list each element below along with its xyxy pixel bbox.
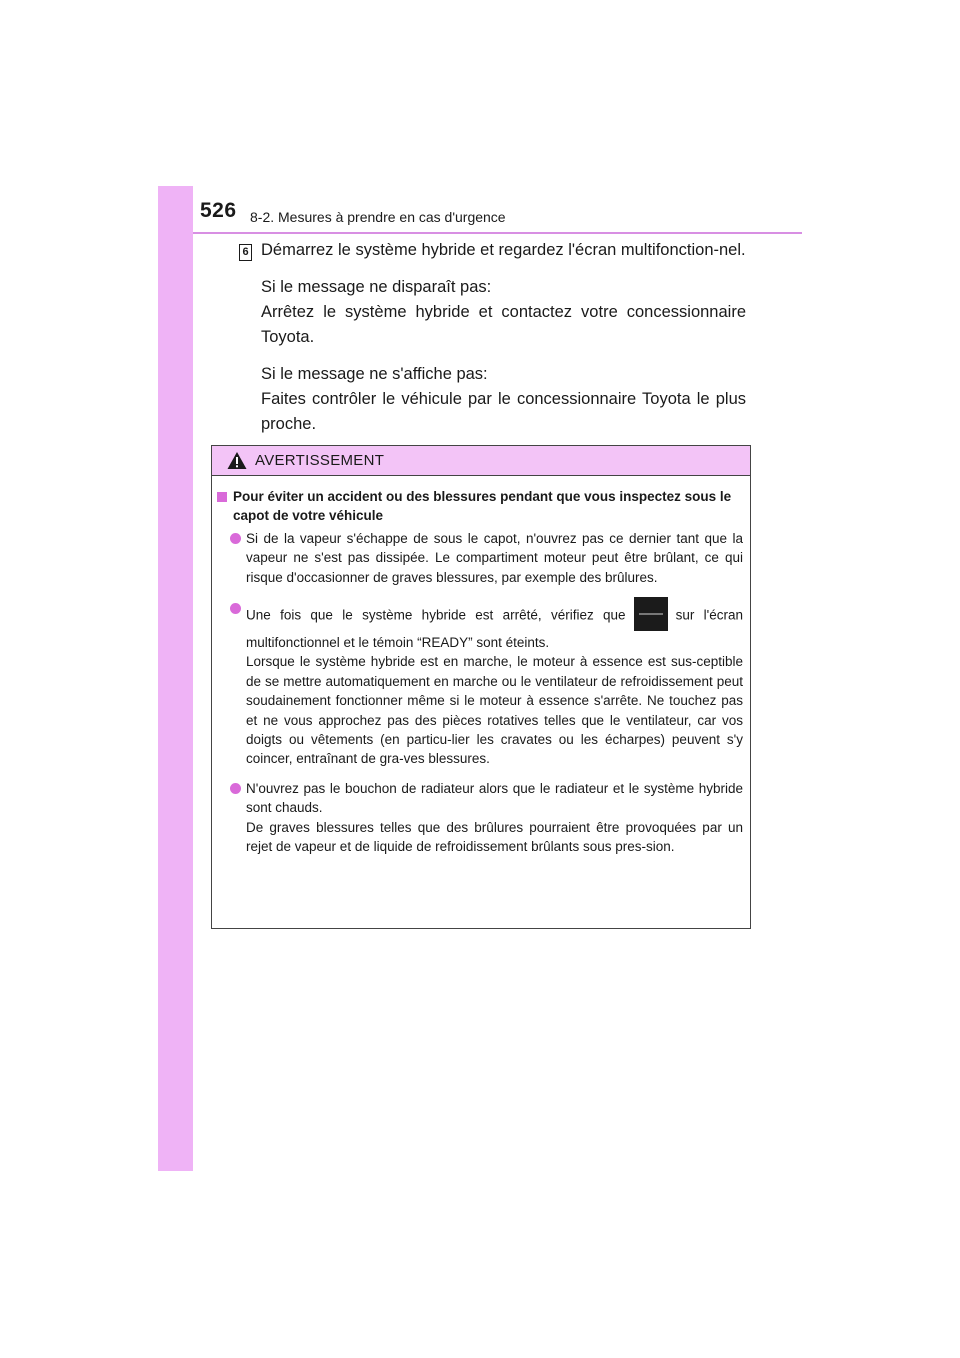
chapter-sidebar-tab <box>158 186 193 1171</box>
warning-heading-text: Pour éviter un accident ou des blessures pendant que vous inspectez sous le capot de votre véhicule <box>233 489 732 524</box>
step-content <box>261 238 746 437</box>
step-condition-2: Si le message ne s'affiche pas: <box>261 365 488 383</box>
header-rule <box>193 232 802 234</box>
step-instruction: Démarrez le système hybride et regardez l'écran multifonction-nel. <box>261 241 746 259</box>
square-bullet-icon <box>217 492 227 502</box>
step-action-1: Arrêtez le système hybride et contactez votre concessionnaire Toyota. <box>261 303 746 346</box>
warning-box <box>211 445 751 929</box>
section-title: 8-2. Mesures à prendre en cas d'urgence <box>250 209 506 225</box>
step-number-badge: 6 <box>239 244 252 261</box>
bullet-text: multifonctionnel et le témoin “READY” sont éteints. <box>246 635 550 651</box>
warning-body <box>212 476 750 857</box>
warning-title: AVERTISSEMENT <box>255 452 385 469</box>
bullet-text: Si de la vapeur s'échappe de sous le capot, n'ouvrez pas ce dernier tant que la vapeur ne s'est pas dissipée. Le compartiment moteur peut être brûlant, ce qui risque d'occasionner de graves blessures, par exemple des brûlures. <box>246 530 743 585</box>
hybrid-system-indicator-icon <box>634 597 668 631</box>
list-item <box>217 529 743 587</box>
list-item <box>217 779 743 857</box>
list-item <box>217 599 743 769</box>
bullet-text: Lorsque le système hybride est en marche, le moteur à essence est sus-ceptible de se mettre automatiquement en marche ou le ventilateur de refroidissement peut soudainement fonctionner même si le moteur à essence s'arrête. Ne touchez pas et ne vous approchez pas des pièces rotatives telles que le ventilateur, car vos doigts ou vêtements (en particu-lier les cravates ou les écharpes) peuvent s'y coincer, entraînant de gra-ves blessures. <box>246 654 743 767</box>
bullet-icon <box>230 603 241 614</box>
bullet-icon <box>230 533 241 544</box>
step-condition-1: Si le message ne disparaît pas: <box>261 278 492 296</box>
step-action-2: Faites contrôler le véhicule par le concessionnaire Toyota le plus proche. <box>261 390 746 433</box>
bullet-text-part: Une fois que le système hybride est arrêté, vérifiez que <box>246 607 626 623</box>
warning-heading <box>217 487 743 526</box>
bullet-text: De graves blessures telles que des brûlures pourraient être provoquées par un rejet de vapeur et de liquide de refroidissement brûlants sous pres-sion. <box>246 819 743 855</box>
bullet-text-line <box>246 599 743 633</box>
page-number: 526 <box>200 199 237 222</box>
bullet-icon <box>230 783 241 794</box>
warning-header <box>212 446 750 476</box>
bullet-text: N'ouvrez pas le bouchon de radiateur alors que le radiateur et le système hybride sont chauds. <box>246 780 743 816</box>
warning-triangle-icon <box>227 451 247 470</box>
bullet-text-part: sur l'écran <box>675 607 743 623</box>
